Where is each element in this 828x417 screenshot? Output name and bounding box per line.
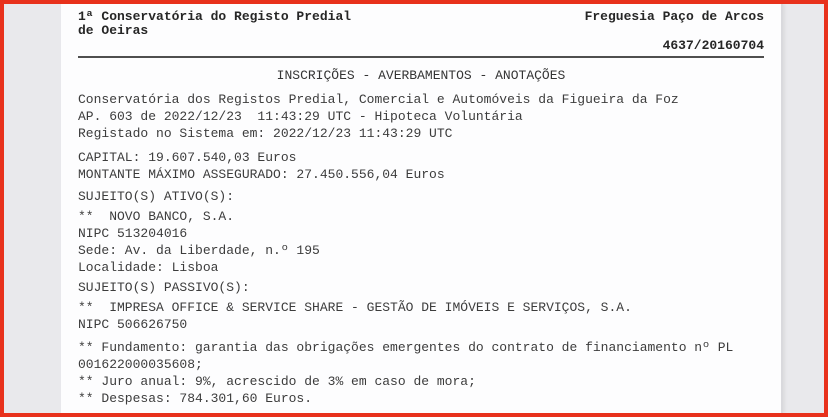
issuing-registry-line: Conservatória dos Registos Predial, Comercial e Automóveis da Figueira da Foz (78, 92, 679, 107)
active-subjects-heading: SUJEITO(S) ATIVO(S): (78, 189, 235, 204)
registration-block (78, 91, 764, 142)
document-header (78, 10, 764, 38)
passive-subject-block (78, 299, 764, 333)
system-entry-line: Registado no Sistema em: 2022/12/23 11:43:29 UTC (78, 126, 453, 141)
passive-subjects-heading: SUJEITO(S) PASSIVO(S): (78, 280, 250, 295)
parish-name: Freguesia Paço de Arcos (584, 9, 764, 24)
registry-office-line2: de Oeiras (78, 23, 149, 38)
presentation-line: AP. 603 de 2022/12/23 11:43:29 UTC - Hipoteca Voluntária (78, 109, 523, 124)
active-subject-block (78, 208, 764, 276)
juro-line: ** Juro anual: 9%, acrescido de 3% em caso de mora; (78, 374, 476, 389)
fundamento-line2: 001622000035608; (78, 357, 203, 372)
amounts-block (78, 149, 764, 183)
max-assured-line: MONTANTE MÁXIMO ASSEGURADO: 27.450.556,04 Euros (78, 167, 445, 182)
active-subject-nipc: NIPC 513204016 (78, 226, 188, 241)
active-subject-locality: Localidade: Lisboa (78, 260, 219, 275)
passive-subject-nipc: NIPC 506626750 (78, 317, 188, 332)
document-title: INSCRIÇÕES - AVERBAMENTOS - ANOTAÇÕES (276, 68, 566, 83)
document-page (61, 4, 783, 413)
document-number: 4637/20160704 (662, 38, 764, 53)
despesas-line: ** Despesas: 784.301,60 Euros. (78, 391, 313, 406)
fundamento-line1: ** Fundamento: garantia das obrigações emergentes do contrato de financiamento nº PL (78, 340, 734, 355)
clauses-block (78, 339, 764, 407)
header-divider (78, 56, 764, 58)
passive-subject-name: ** IMPRESA OFFICE & SERVICE SHARE - GESTÃO DE IMÓVEIS E SERVIÇOS, S.A. (78, 300, 632, 315)
active-subject-address: Sede: Av. da Liberdade, n.º 195 (78, 243, 320, 258)
capital-line: CAPITAL: 19.607.540,03 Euros (78, 150, 297, 165)
active-subject-name: ** NOVO BANCO, S.A. (78, 209, 235, 224)
registry-office-line1: 1ª Conservatória do Registo Predial (78, 9, 352, 24)
registry-office-name (78, 10, 351, 38)
